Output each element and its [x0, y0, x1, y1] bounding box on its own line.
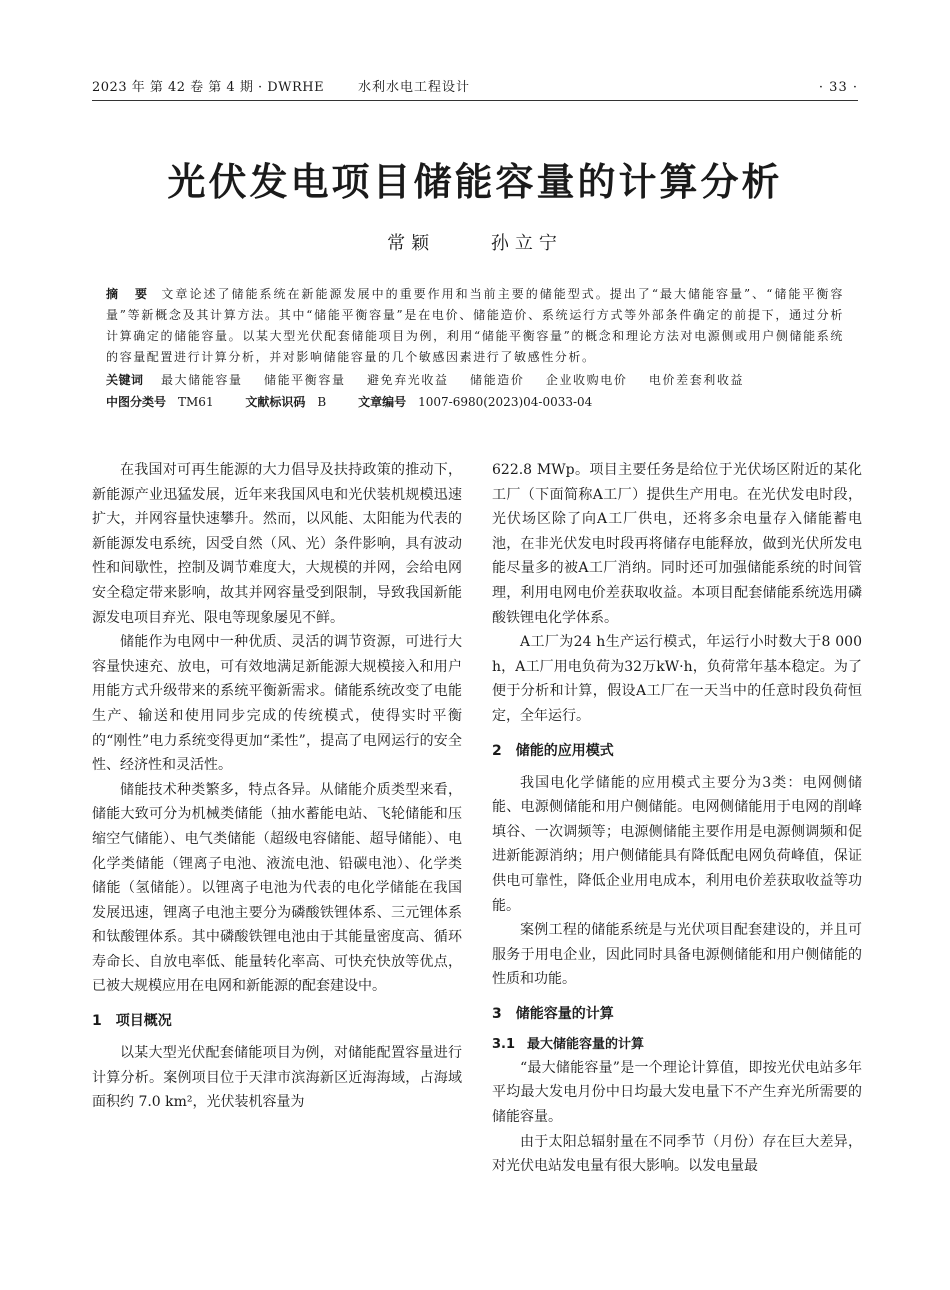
body-paragraph: 案例工程的储能系统是与光伏项目配套建设的，并且可服务于用电企业，因此同时具备电源侧储能和用户侧储能的性质和功能。 [492, 922, 862, 988]
section-number: 1 [92, 1013, 102, 1030]
section-number: 2 [492, 742, 502, 759]
clc-value: TM61 [178, 395, 214, 409]
section-heading [492, 739, 862, 763]
keyword: 避免弃光收益 [367, 373, 449, 387]
section-title: 项目概况 [115, 1013, 172, 1030]
keyword: 企业收购电价 [545, 373, 628, 387]
journal-issue: 2023 年 第 42 卷 第 4 期 · DWRHE [92, 80, 325, 95]
page-number: · 33 · [818, 80, 858, 95]
body-paragraph: A工厂为24 h生产运行模式，年运行小时数大于8 000 h，A工厂用电负荷为32万kW·h，负荷常年基本稳定。为了便于分析和计算，假设A工厂在一天当中的任意时段负荷恒定，全年运行。 [492, 634, 862, 724]
body-paragraph: 在我国对可再生能源的大力倡导及扶持政策的推动下，新能源产业迅猛发展，近年来我国风电和光伏装机规模迅速扩大，并网容量快速攀升。然而，以风能、太阳能为代表的新能源发电系统，因受自然（风、光）条件影响，具有波动性和间歇性，控制及调节难度大，大规模的并网，会给电网安全稳定带来影响，故其并网容量受到限制，导致我国新能源发电项目弃光、限电等现象屡见不鲜。 [92, 462, 462, 626]
section-number: 3 [492, 1005, 502, 1022]
doc-code-value: B [317, 395, 327, 409]
body-paragraph: 储能作为电网中一种优质、灵活的调节资源，可进行大容量快速充、放电，可有效地满足新能源大规模接入和用户用能方式升级带来的系统平衡新需求。储能系统改变了电能生产、输送和使用同步完成的传统模式，使得实时平衡的“刚性”电力系统变得更加“柔性”，提高了电网运行的安全性、经济性和灵活性。 [92, 634, 462, 774]
subsection-heading [492, 1034, 862, 1056]
body-paragraph: 储能技术种类繁多，特点各异。从储能介质类型来看，储能大致可分为机械类储能（抽水蓄能电站、飞轮储能和压缩空气储能）、电气类储能（超级电容储能、超导储能）、电化学类储能（锂离子电池、液流电池、铅碳电池）、化学类储能（氢储能）。以锂离子电池为代表的电化学储能在我国发展迅速，锂离子电池主要分为磷酸铁锂体系、三元锂体系和钛酸锂体系。其中磷酸铁锂电池由于其能量密度高、循环寿命长、自放电率低、能量转化率高、可快充快放等优点，已被大规模应用在电网和新能源的配套建设中。 [92, 781, 462, 995]
author-list [92, 230, 858, 258]
subsection-number: 3.1 [492, 1036, 516, 1052]
body-paragraph: 我国电化学储能的应用模式主要分为3类：电网侧储能、电源侧储能和用户侧储能。电网侧储能用于电网的削峰填谷、一次调频等；电源侧储能主要作用是电源侧调频和促进新能源消纳；用户侧储能具有降低配电网负荷峰值，保证供电可靠性，降低企业用电成本，利用电价差获取收益等功能。 [492, 774, 862, 914]
doc-code-label: 文献标识码 [245, 395, 306, 409]
body-paragraph: 由于太阳总辐射量在不同季节（月份）存在巨大差异，对光伏电站发电量有很大影响。以发电量最 [492, 1133, 862, 1175]
left-column [92, 458, 462, 1115]
keywords-label: 关键词 [106, 373, 144, 387]
keyword: 储能平衡容量 [263, 373, 346, 387]
body-paragraph: 622.8 MWp。项目主要任务是给位于光伏场区附近的某化工厂（下面简称A工厂）提供生产用电。在光伏发电时段，光伏场区除了向A工厂供电，还将多余电量存入储能蓄电池，在非光伏发电时段再将储存电能释放，做到光伏所发电能尽量多的被A工厂消纳。同时还可加强储能系统的时间管理，利用电网电价差获取收益。本项目配套储能系统选用磷酸铁锂电化学体系。 [492, 462, 862, 626]
abstract-text: 文章论述了储能系统在新能源发展中的重要作用和当前主要的储能型式。提出了“最大储能容量”、“储能平衡容量”等新概念及其计算方法。其中“储能平衡容量”是在电价、储能造价、系统运行方式等外部条件确定的前提下，通过分析计算确定的储能容量。以某大型光伏配套储能项目为例，利用“储能平衡容量”的概念和理论方法对电源侧或用户侧储能系统的容量配置进行计算分析，并对影响储能容量的几个敏感因素进行了敏感性分析。 [106, 287, 844, 364]
author-name: 孙立宁 [490, 233, 563, 254]
clc-label: 中图分类号 [106, 395, 167, 409]
keyword: 储能造价 [470, 373, 525, 387]
running-header [92, 78, 858, 101]
abstract [106, 284, 844, 368]
section-heading [92, 1009, 462, 1033]
section-heading [492, 1002, 862, 1026]
body-paragraph: “最大储能容量”是一个理论计算值，即按光伏电站多年平均最大发电月份中日均最大发电量下不产生弃光所需要的储能容量。 [492, 1059, 862, 1126]
article-no-label: 文章编号 [358, 395, 407, 409]
keyword: 电价差套利收益 [648, 373, 745, 387]
section-title: 储能的应用模式 [515, 742, 614, 759]
classification-line [106, 392, 844, 413]
journal-name: 水利水电工程设计 [358, 80, 471, 95]
body-paragraph: 以某大型光伏配套储能项目为例，对储能配置容量进行计算分析。案例项目位于天津市滨海新区近海海域，占海域面积约 7.0 km²，光伏装机容量为 [92, 1045, 462, 1111]
keyword: 最大储能容量 [160, 373, 243, 387]
abstract-label: 摘 要 [106, 287, 154, 301]
section-title: 储能容量的计算 [515, 1005, 614, 1022]
keywords [106, 370, 844, 391]
right-column [492, 458, 862, 1179]
article-no-value: 1007-6980(2023)04-0033-04 [418, 395, 593, 409]
author-name: 常颖 [387, 233, 436, 254]
article-title: 光伏发电项目储能容量的计算分析 [167, 160, 783, 204]
subsection-title: 最大储能容量的计算 [527, 1036, 645, 1052]
